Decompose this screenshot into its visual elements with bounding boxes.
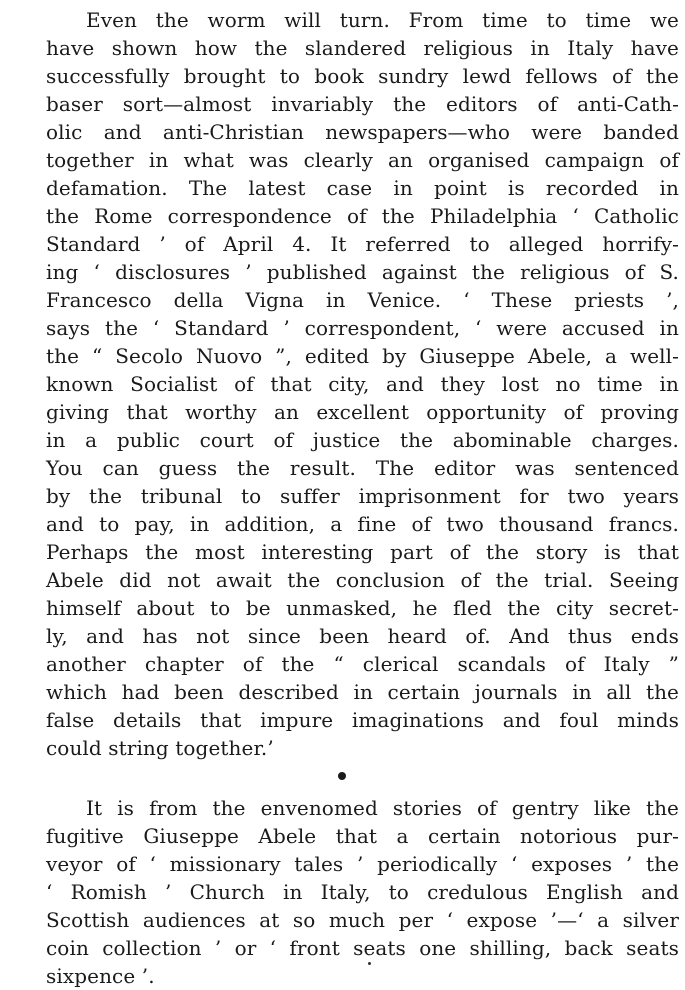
- text-line: and to pay, in addition, a fine of two thousand francs.: [46, 512, 679, 536]
- paragraph-2: [6, 794, 679, 990]
- paragraph-1: [6, 6, 679, 762]
- text-line: the “ Secolo Nuovo ”, edited by Giuseppe Abele, a well-: [46, 344, 679, 368]
- text-line: which had been described in certain journals in all the: [46, 680, 679, 704]
- text-line: himself about to be unmasked, he fled the city secret-: [46, 596, 679, 620]
- text-line: fugitive Giuseppe Abele that a certain notorious pur-: [46, 824, 679, 848]
- text-line: giving that worthy an excellent opportunity of proving: [46, 400, 679, 424]
- text-line: Scottish audiences at so much per ‘ expose ’—‘ a silver: [46, 908, 679, 932]
- text-line: Abele did not await the conclusion of the trial. Seeing: [46, 568, 679, 592]
- text-line: successfully brought to book sundry lewd fellows of the: [46, 64, 679, 88]
- text-line: ly, and has not since been heard of. And thus ends: [46, 624, 679, 648]
- text-line: Perhaps the most interesting part of the story is that: [46, 540, 679, 564]
- text-line: Standard ’ of April 4. It referred to alleged horrify-: [46, 232, 679, 256]
- text-line: another chapter of the “ clerical scandals of Italy ”: [46, 652, 679, 676]
- text-line: false details that impure imaginations and foul minds: [46, 708, 679, 732]
- text-line: baser sort—almost invariably the editors of anti-Cath-: [46, 92, 679, 116]
- text-line: coin collection ’ or ‘ front seats one shilling, back seats: [46, 936, 679, 960]
- text-line: together in what was clearly an organised campaign of: [46, 148, 679, 172]
- text-line: sixpence ’.: [46, 964, 155, 988]
- text-line: defamation. The latest case in point is recorded in: [46, 176, 679, 200]
- print-speck: [368, 962, 371, 965]
- text-line: in a public court of justice the abominable charges.: [46, 428, 679, 452]
- text-line: You can guess the result. The editor was sentenced: [46, 456, 679, 480]
- text-line: veyor of ‘ missionary tales ’ periodically ‘ exposes ’ the: [46, 852, 679, 876]
- separator-dot: [338, 772, 346, 780]
- text-line: It is from the envenomed stories of gentry like the: [86, 796, 679, 820]
- section-separator: [6, 762, 679, 790]
- text-line: Francesco della Vigna in Venice. ‘ These priests ’,: [46, 288, 679, 312]
- text-line: by the tribunal to suffer imprisonment for two years: [46, 484, 679, 508]
- text-line: Even the worm will turn. From time to time we: [86, 8, 679, 32]
- text-line: olic and anti-Christian newspapers—who were banded: [46, 120, 679, 144]
- text-line: ‘ Romish ’ Church in Italy, to credulous English and: [46, 880, 679, 904]
- text-line: have shown how the slandered religious in Italy have: [46, 36, 679, 60]
- text-line: says the ‘ Standard ’ correspondent, ‘ were accused in: [46, 316, 679, 340]
- text-line: could string together.’: [46, 736, 274, 760]
- text-line: ing ‘ disclosures ’ published against the religious of S.: [46, 260, 679, 284]
- text-line: the Rome correspondence of the Philadelphia ‘ Catholic: [46, 204, 679, 228]
- text-line: known Socialist of that city, and they lost no time in: [46, 372, 679, 396]
